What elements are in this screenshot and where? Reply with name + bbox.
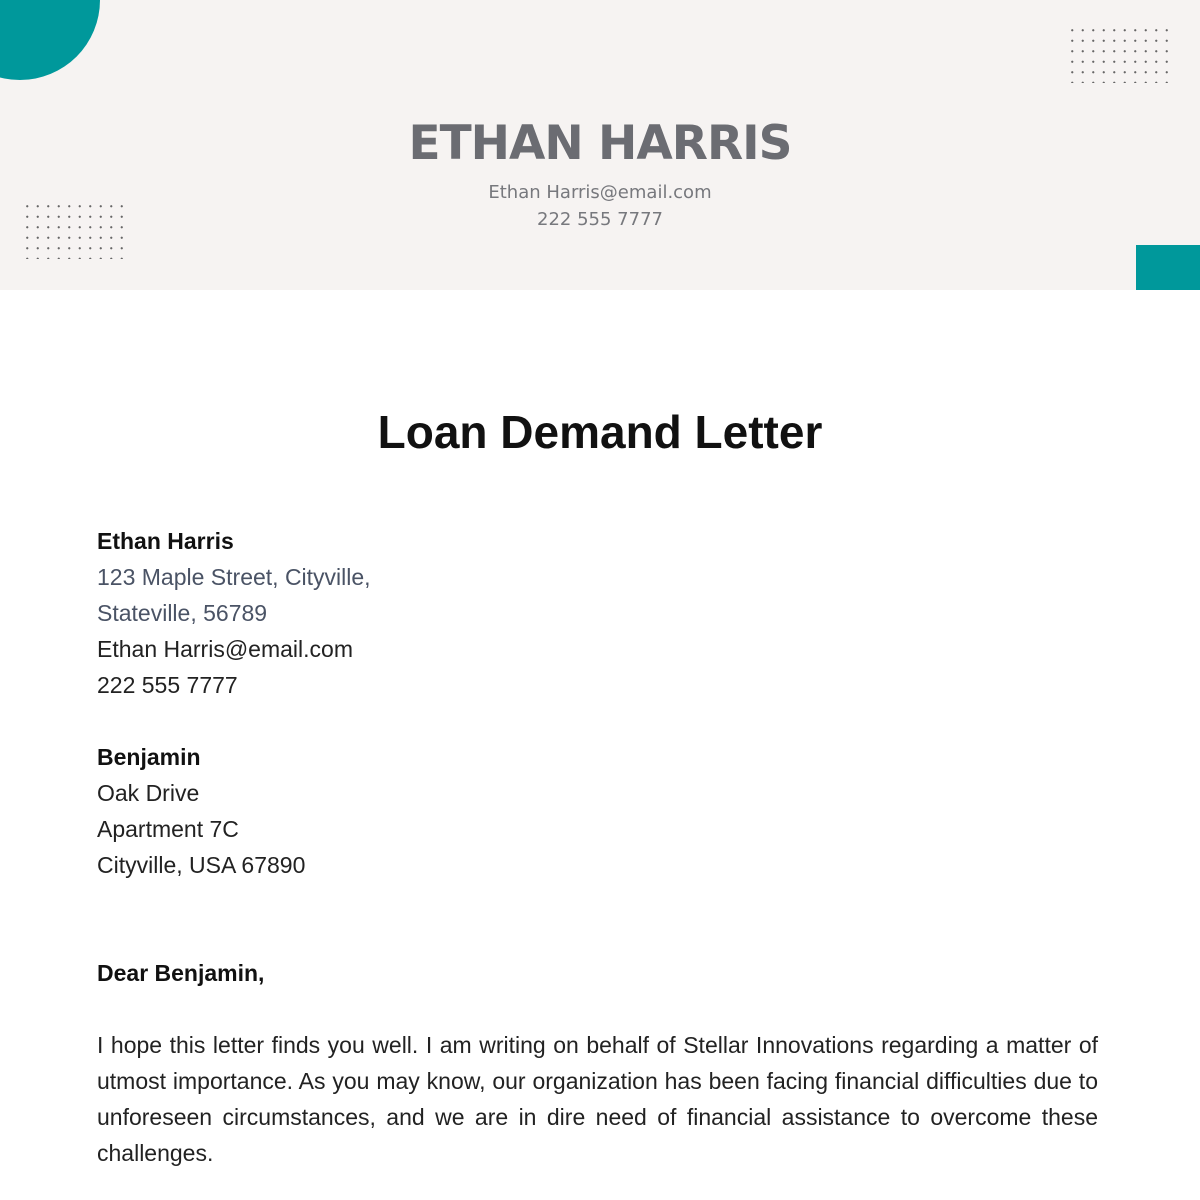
body-paragraph: I hope this letter finds you well. I am writing on behalf of Stellar Innovations regarding a matter of utmost importance. As you may know, our organization has been facing financial difficulties due to unforeseen circumstances, and we are in dire need of financial assistance to overcome these challenges. [97,1032,1098,1166]
sender-phone: 222 555 7777 [97,672,238,698]
recipient-block [97,739,305,883]
salutation: Dear Benjamin, [97,960,265,986]
decorative-circle [0,0,100,80]
sender-email: Ethan Harris@email.com [97,636,353,662]
document-title: Loan Demand Letter [377,406,823,458]
recipient-line3: Cityville, USA 67890 [97,852,306,878]
header-name: ETHAN HARRIS [408,116,792,171]
sender-block [97,523,371,703]
header-email: Ethan Harris@email.com [488,182,712,203]
recipient-line2: Apartment 7C [97,816,239,842]
sender-address-line2: Stateville, 56789 [97,600,268,626]
dot-pattern-top-right [1067,25,1173,83]
letterhead [0,0,1200,290]
recipient-line1: Oak Drive [97,780,200,806]
header-phone: 222 555 7777 [537,209,663,230]
sender-name: Ethan Harris [97,528,234,554]
decorative-rectangle [1136,245,1200,290]
sender-address-line1: 123 Maple Street, Cityville, [97,564,371,590]
recipient-name: Benjamin [97,744,201,770]
